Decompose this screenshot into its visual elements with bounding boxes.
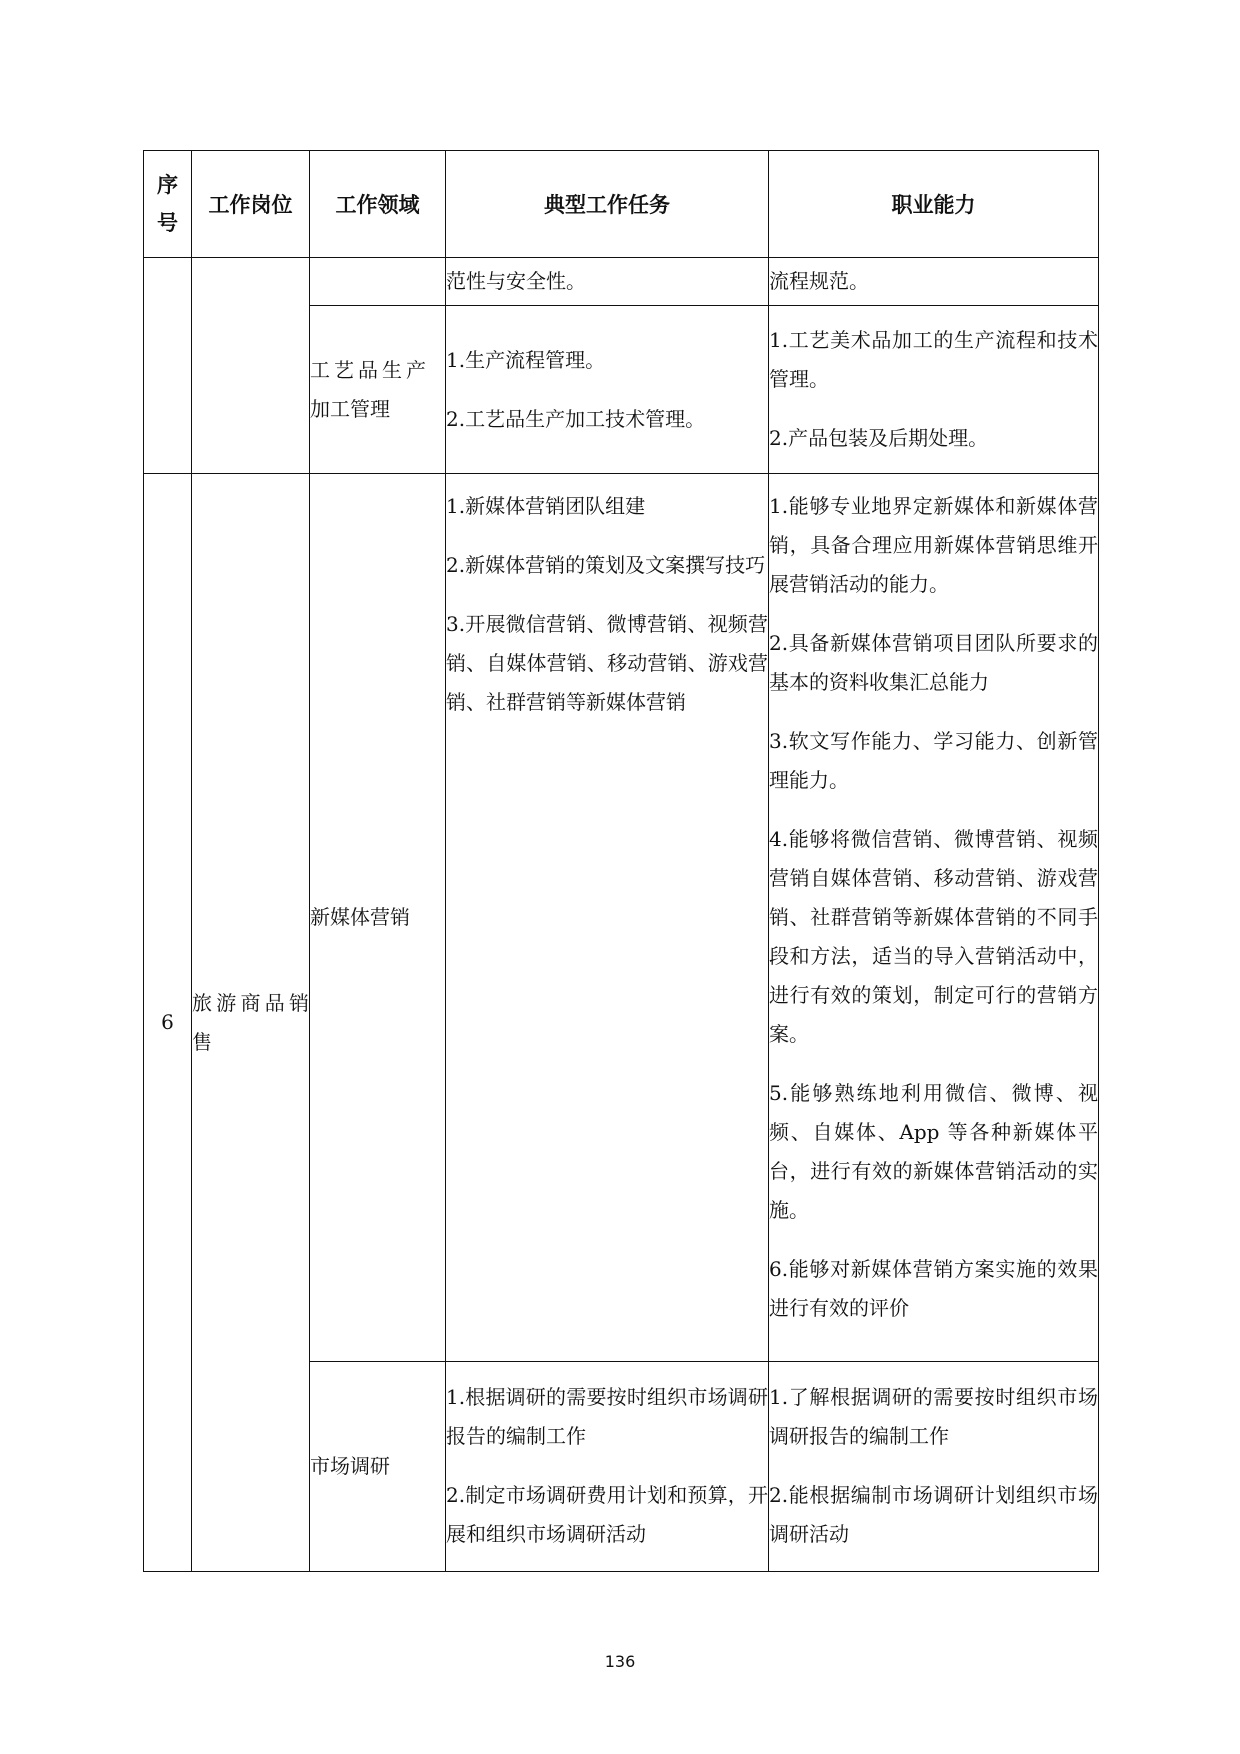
tasks-cell-continued — [446, 258, 769, 306]
page-number: 136 — [604, 1652, 636, 1671]
header-seq — [144, 151, 192, 258]
domain-market-text: 市场调研 — [310, 1454, 390, 1478]
table-header-row — [144, 151, 1099, 258]
domain-cell-craft — [310, 306, 446, 474]
ability-new-media-6: 6.能够对新媒体营销方案实施的效果进行有效的评价 — [769, 1257, 1098, 1320]
header-post: 工作岗位 — [192, 151, 310, 258]
post-6-text: 旅游商品销售 — [192, 990, 309, 1054]
task-craft-2: 2.工艺品生产加工技术管理。 — [446, 406, 706, 431]
header-seq-line1: 序 — [157, 173, 178, 197]
tasks-cell-new-media — [446, 474, 769, 1362]
ability-new-media-5: 5.能够熟练地利用微信、微博、视频、自媒体、App 等各种新媒体平台，进行有效的新媒体营销活动的实施。 — [769, 1081, 1098, 1222]
document-table-wrapper — [143, 150, 1098, 1572]
ability-new-media-4: 4.能够将微信营销、微博营销、视频营销自媒体营销、移动营销、游戏营销、社群营销等新媒体营销的不同手段和方法，适当的导入营销活动中，进行有效的策划，制定可行的营销方案。 — [769, 827, 1098, 1046]
ability-craft-1: 1.工艺美术品加工的生产流程和技术管理。 — [769, 328, 1098, 391]
domain-cell-market — [310, 1362, 446, 1572]
tasks-cell-market — [446, 1362, 769, 1572]
seq-cell-continued — [144, 258, 192, 474]
table-row-6-new-media — [144, 474, 1099, 1362]
domain-craft-line2: 加工管理 — [310, 396, 390, 421]
ability-market-2: 2.能根据编制市场调研计划组织市场调研活动 — [769, 1483, 1098, 1546]
job-task-table — [143, 150, 1099, 1572]
abilities-cell-continued — [769, 258, 1099, 306]
task-new-media-3: 3.开展微信营销、微博营销、视频营销、自媒体营销、移动营销、游戏营销、社群营销等新媒体营销 — [446, 612, 768, 714]
abilities-cell-market — [769, 1362, 1099, 1572]
abilities-cell-new-media — [769, 474, 1099, 1362]
ability-continued-text: 流程规范。 — [769, 269, 869, 293]
tasks-cell-craft — [446, 306, 769, 474]
task-new-media-1: 1.新媒体营销团队组建 — [446, 494, 646, 518]
ability-new-media-3: 3.软文写作能力、学习能力、创新管理能力。 — [769, 729, 1098, 792]
ability-craft-2: 2.产品包装及后期处理。 — [769, 426, 989, 450]
task-continued-text: 范性与安全性。 — [446, 269, 586, 293]
ability-new-media-2: 2.具备新媒体营销项目团队所要求的基本的资料收集汇总能力 — [769, 631, 1098, 694]
header-seq-line2: 号 — [157, 211, 178, 235]
domain-new-media-text: 新媒体营销 — [310, 905, 410, 929]
task-new-media-2: 2.新媒体营销的策划及文案撰写技巧 — [446, 553, 766, 577]
header-tasks: 典型工作任务 — [446, 151, 769, 258]
seq-cell-6: 6 — [144, 474, 192, 1572]
abilities-cell-craft — [769, 306, 1099, 474]
header-abilities: 职业能力 — [769, 151, 1099, 258]
task-market-2: 2.制定市场调研费用计划和预算，开展和组织市场调研活动 — [446, 1483, 768, 1546]
post-cell-6 — [192, 474, 310, 1572]
post-cell-continued — [192, 258, 310, 474]
domain-cell-new-media — [310, 474, 446, 1362]
table-row-continuation — [144, 258, 1099, 306]
ability-market-1: 1.了解根据调研的需要按时组织市场调研报告的编制工作 — [769, 1385, 1098, 1448]
header-domain: 工作领域 — [310, 151, 446, 258]
domain-craft-line1: 工艺品生产 — [310, 357, 430, 382]
ability-new-media-1: 1.能够专业地界定新媒体和新媒体营销，具备合理应用新媒体营销思维开展营销活动的能力。 — [769, 494, 1098, 596]
task-craft-1: 1.生产流程管理。 — [446, 347, 606, 372]
domain-cell-continued — [310, 258, 446, 306]
task-market-1: 1.根据调研的需要按时组织市场调研报告的编制工作 — [446, 1385, 768, 1448]
